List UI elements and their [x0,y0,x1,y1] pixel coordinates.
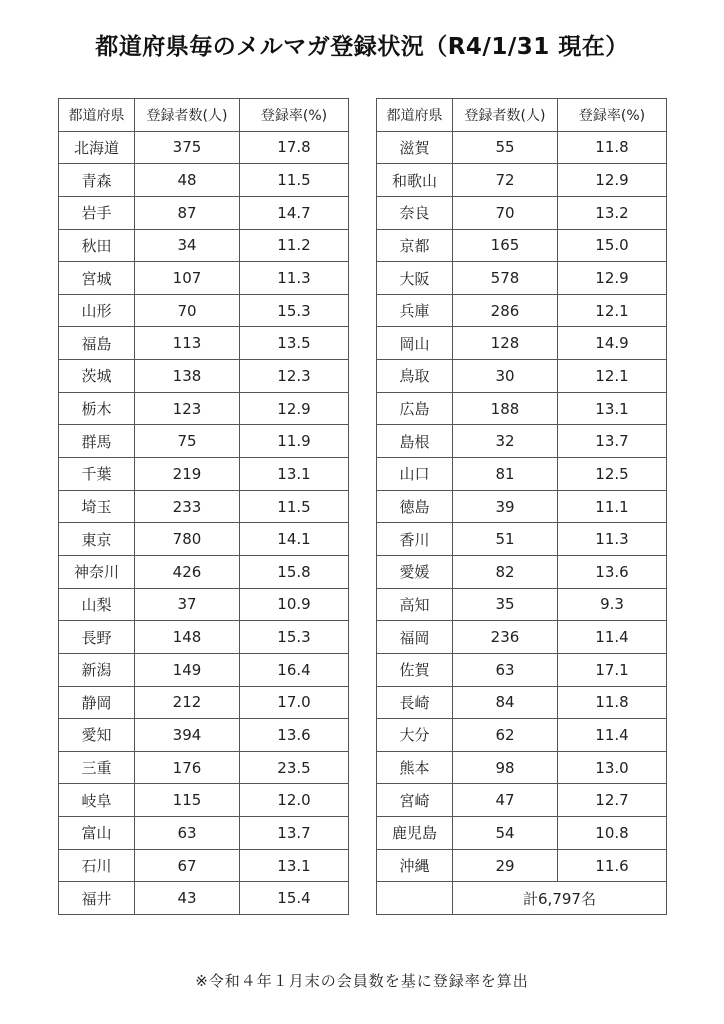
table-row [59,164,349,197]
count-cell: 115 [135,784,240,817]
prefecture-cell: 沖縄 [377,849,453,882]
table-row [377,131,667,164]
prefecture-cell: 佐賀 [377,653,453,686]
count-cell: 123 [135,392,240,425]
count-cell: 149 [135,653,240,686]
prefecture-cell: 熊本 [377,751,453,784]
table-row [377,196,667,229]
prefecture-cell: 徳島 [377,490,453,523]
rate-cell: 16.4 [240,653,349,686]
count-cell: 55 [453,131,558,164]
prefecture-cell: 愛媛 [377,555,453,588]
table-row [59,849,349,882]
table-row [377,425,667,458]
count-cell: 98 [453,751,558,784]
count-cell: 113 [135,327,240,360]
prefecture-cell: 鹿児島 [377,817,453,850]
rate-cell: 13.1 [240,849,349,882]
prefecture-cell: 埼玉 [59,490,135,523]
table-row [377,294,667,327]
count-cell: 48 [135,164,240,197]
count-cell: 43 [135,882,240,915]
rate-cell: 14.1 [240,523,349,556]
table-row [377,327,667,360]
header-count: 登録者数(人) [453,99,558,132]
rate-cell: 10.8 [558,817,667,850]
count-cell: 54 [453,817,558,850]
rate-cell: 14.7 [240,196,349,229]
prefecture-cell: 北海道 [59,131,135,164]
rate-cell: 14.9 [558,327,667,360]
count-cell: 128 [453,327,558,360]
count-cell: 426 [135,555,240,588]
header-rate: 登録率(%) [558,99,667,132]
count-cell: 37 [135,588,240,621]
rate-cell: 13.1 [240,458,349,491]
table-row [59,751,349,784]
header-count: 登録者数(人) [135,99,240,132]
total-row [377,882,667,915]
rate-cell: 12.5 [558,458,667,491]
count-cell: 780 [135,523,240,556]
prefecture-cell: 千葉 [59,458,135,491]
count-cell: 84 [453,686,558,719]
count-cell: 29 [453,849,558,882]
registration-table-left [58,98,349,915]
prefecture-cell: 福島 [59,327,135,360]
registration-table-right [376,98,667,915]
table-row [59,555,349,588]
table-row [59,490,349,523]
count-cell: 47 [453,784,558,817]
rate-cell: 12.9 [558,262,667,295]
header-row [377,99,667,132]
header-row [59,99,349,132]
table-row [59,784,349,817]
prefecture-cell: 大阪 [377,262,453,295]
rate-cell: 11.8 [558,686,667,719]
rate-cell: 13.6 [558,555,667,588]
prefecture-cell: 島根 [377,425,453,458]
rate-cell: 17.0 [240,686,349,719]
count-cell: 75 [135,425,240,458]
prefecture-cell: 青森 [59,164,135,197]
count-cell: 30 [453,360,558,393]
rate-cell: 15.8 [240,555,349,588]
count-cell: 188 [453,392,558,425]
prefecture-cell: 長野 [59,621,135,654]
count-cell: 138 [135,360,240,393]
prefecture-cell: 茨城 [59,360,135,393]
table-row [377,784,667,817]
prefecture-cell: 長崎 [377,686,453,719]
table-row [59,686,349,719]
table-row [377,360,667,393]
count-cell: 375 [135,131,240,164]
rate-cell: 13.0 [558,751,667,784]
table-row [377,229,667,262]
rate-cell: 15.3 [240,294,349,327]
rate-cell: 13.6 [240,719,349,752]
rate-cell: 12.1 [558,360,667,393]
rate-cell: 13.7 [240,817,349,850]
prefecture-cell: 新潟 [59,653,135,686]
count-cell: 176 [135,751,240,784]
prefecture-cell: 富山 [59,817,135,850]
prefecture-cell: 神奈川 [59,555,135,588]
prefecture-cell: 栃木 [59,392,135,425]
rate-cell: 11.5 [240,164,349,197]
count-cell: 578 [453,262,558,295]
rate-cell: 10.9 [240,588,349,621]
table-row [59,719,349,752]
rate-cell: 12.0 [240,784,349,817]
rate-cell: 11.4 [558,719,667,752]
count-cell: 394 [135,719,240,752]
table-row [377,262,667,295]
rate-cell: 13.5 [240,327,349,360]
table-row [59,621,349,654]
count-cell: 63 [453,653,558,686]
prefecture-cell: 香川 [377,523,453,556]
prefecture-cell: 福井 [59,882,135,915]
count-cell: 165 [453,229,558,262]
rate-cell: 12.9 [240,392,349,425]
rate-cell: 13.2 [558,196,667,229]
total-count: 計6,797名 [453,882,667,915]
table-row [59,196,349,229]
table-row [377,751,667,784]
table-row [377,523,667,556]
page-title: 都道府県毎のメルマガ登録状況（R4/1/31 現在） [95,34,629,60]
prefecture-cell: 東京 [59,523,135,556]
count-cell: 67 [135,849,240,882]
rate-cell: 15.3 [240,621,349,654]
count-cell: 236 [453,621,558,654]
count-cell: 62 [453,719,558,752]
prefecture-cell: 高知 [377,588,453,621]
prefecture-cell: 兵庫 [377,294,453,327]
table-row [377,621,667,654]
table-row [377,817,667,850]
prefecture-cell: 秋田 [59,229,135,262]
rate-cell: 15.0 [558,229,667,262]
prefecture-cell: 岡山 [377,327,453,360]
count-cell: 87 [135,196,240,229]
footnote: ※令和４年１月末の会員数を基に登録率を算出 [195,972,529,990]
rate-cell: 12.1 [558,294,667,327]
header-prefecture: 都道府県 [59,99,135,132]
count-cell: 70 [453,196,558,229]
prefecture-cell: 滋賀 [377,131,453,164]
prefecture-cell: 山口 [377,458,453,491]
table-row [59,392,349,425]
count-cell: 34 [135,229,240,262]
table-row [377,719,667,752]
prefecture-cell: 愛知 [59,719,135,752]
rate-cell: 11.4 [558,621,667,654]
table-row [59,229,349,262]
prefecture-cell: 岩手 [59,196,135,229]
total-empty-cell [377,882,453,915]
count-cell: 212 [135,686,240,719]
prefecture-cell: 山梨 [59,588,135,621]
table-row [377,849,667,882]
count-cell: 286 [453,294,558,327]
count-cell: 72 [453,164,558,197]
count-cell: 51 [453,523,558,556]
header-rate: 登録率(%) [240,99,349,132]
prefecture-cell: 三重 [59,751,135,784]
count-cell: 148 [135,621,240,654]
table-row [59,882,349,915]
table-row [59,327,349,360]
rate-cell: 11.1 [558,490,667,523]
rate-cell: 11.3 [558,523,667,556]
table-row [377,686,667,719]
count-cell: 233 [135,490,240,523]
table-row [377,458,667,491]
table-row [377,490,667,523]
table-row [377,164,667,197]
rate-cell: 12.9 [558,164,667,197]
table-row [377,588,667,621]
table-row [377,555,667,588]
rate-cell: 17.8 [240,131,349,164]
prefecture-cell: 宮城 [59,262,135,295]
rate-cell: 23.5 [240,751,349,784]
prefecture-cell: 京都 [377,229,453,262]
rate-cell: 11.3 [240,262,349,295]
table-row [59,523,349,556]
prefecture-cell: 福岡 [377,621,453,654]
table-row [59,262,349,295]
rate-cell: 11.6 [558,849,667,882]
prefecture-cell: 大分 [377,719,453,752]
rate-cell: 17.1 [558,653,667,686]
table-row [59,131,349,164]
prefecture-cell: 群馬 [59,425,135,458]
count-cell: 63 [135,817,240,850]
count-cell: 35 [453,588,558,621]
count-cell: 32 [453,425,558,458]
table-row [59,294,349,327]
table-row [59,425,349,458]
count-cell: 81 [453,458,558,491]
rate-cell: 11.5 [240,490,349,523]
prefecture-cell: 鳥取 [377,360,453,393]
table-row [377,653,667,686]
prefecture-cell: 和歌山 [377,164,453,197]
count-cell: 219 [135,458,240,491]
table-row [59,588,349,621]
count-cell: 107 [135,262,240,295]
prefecture-cell: 静岡 [59,686,135,719]
prefecture-cell: 奈良 [377,196,453,229]
rate-cell: 12.7 [558,784,667,817]
prefecture-cell: 岐阜 [59,784,135,817]
prefecture-cell: 石川 [59,849,135,882]
prefecture-cell: 山形 [59,294,135,327]
prefecture-cell: 宮崎 [377,784,453,817]
table-row [59,360,349,393]
table-row [59,458,349,491]
count-cell: 39 [453,490,558,523]
rate-cell: 11.9 [240,425,349,458]
table-row [377,392,667,425]
rate-cell: 13.7 [558,425,667,458]
table-row [59,817,349,850]
count-cell: 70 [135,294,240,327]
count-cell: 82 [453,555,558,588]
prefecture-cell: 広島 [377,392,453,425]
rate-cell: 15.4 [240,882,349,915]
table-row [59,653,349,686]
rate-cell: 11.2 [240,229,349,262]
rate-cell: 9.3 [558,588,667,621]
rate-cell: 13.1 [558,392,667,425]
rate-cell: 11.8 [558,131,667,164]
header-prefecture: 都道府県 [377,99,453,132]
rate-cell: 12.3 [240,360,349,393]
